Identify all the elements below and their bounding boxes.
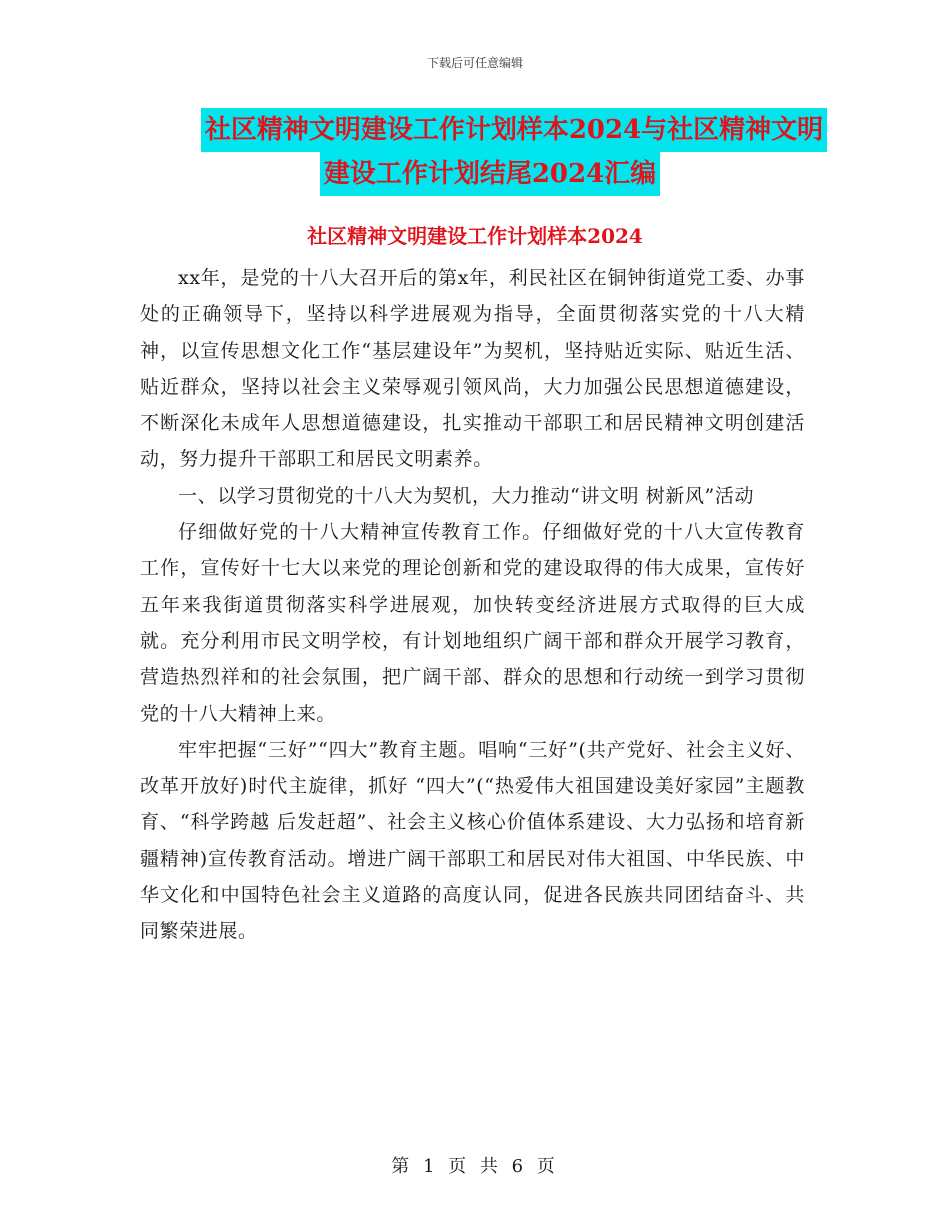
- title-line-2: 建设工作计划结尾2024汇编: [320, 152, 660, 196]
- paragraph-2: 一、以学习贯彻党的十八大为契机，大力推动“讲文明 树新风”活动: [178, 484, 755, 507]
- paragraph-4: 牢牢把握“三好”“四大”教育主题。唱响“三好”(共产党好、社会主义好、改革开放好)时代主旋律，抓好 “四大”(“热爱伟大祖国建设美好家园”主题教育、“科学跨越 后发赶超”、社会主义核心价值体系建设、大力弘扬和培育新疆精神)宣传教育活动。增进广阔干部职工和居民对伟大祖国、中华民族、中华文化和中国特色社会主义道路的高度认同，促进各民族共同团结奋斗、共同繁荣进展。: [140, 738, 805, 943]
- section-subtitle: 社区精神文明建设工作计划样本2024: [307, 224, 643, 248]
- paragraph-3: 仔细做好党的十八大精神宣传教育工作。仔细做好党的十八大宣传教育工作，宣传好十七大以来党的理论创新和党的建设取得的伟大成果，宣传好五年来我街道贯彻落实科学进展观，加快转变经济进展方式取得的巨大成就。充分利用市民文明学校，有计划地组织广阔干部和群众开展学习教育，营造热烈祥和的社会氛围，把广阔干部、群众的思想和行动统一到学习贯彻党的十八大精神上来。: [140, 521, 805, 725]
- body-content: [140, 260, 805, 950]
- paragraph-1: xx年，是党的十八大召开后的第x年，利民社区在铜钟街道党工委、办事处的正确领导下，坚持以科学进展观为指导，全面贯彻落实党的十八大精神，以宣传思想文化工作“基层建设年”为契机，坚持贴近实际、贴近生活、贴近群众，坚持以社会主义荣辱观引领风尚，大力加强公民思想道德建设，不断深化未成年人思想道德建设，扎实推动干部职工和居民精神文明创建活动，努力提升干部职工和居民文明素养。: [140, 267, 805, 471]
- page-footer: 第 1 页 共 6 页: [391, 1156, 559, 1177]
- document-title: [140, 108, 840, 196]
- title-line-1: 社区精神文明建设工作计划样本2024与社区精神文明: [201, 108, 827, 152]
- header-note: 下载后可任意编辑: [426, 56, 523, 70]
